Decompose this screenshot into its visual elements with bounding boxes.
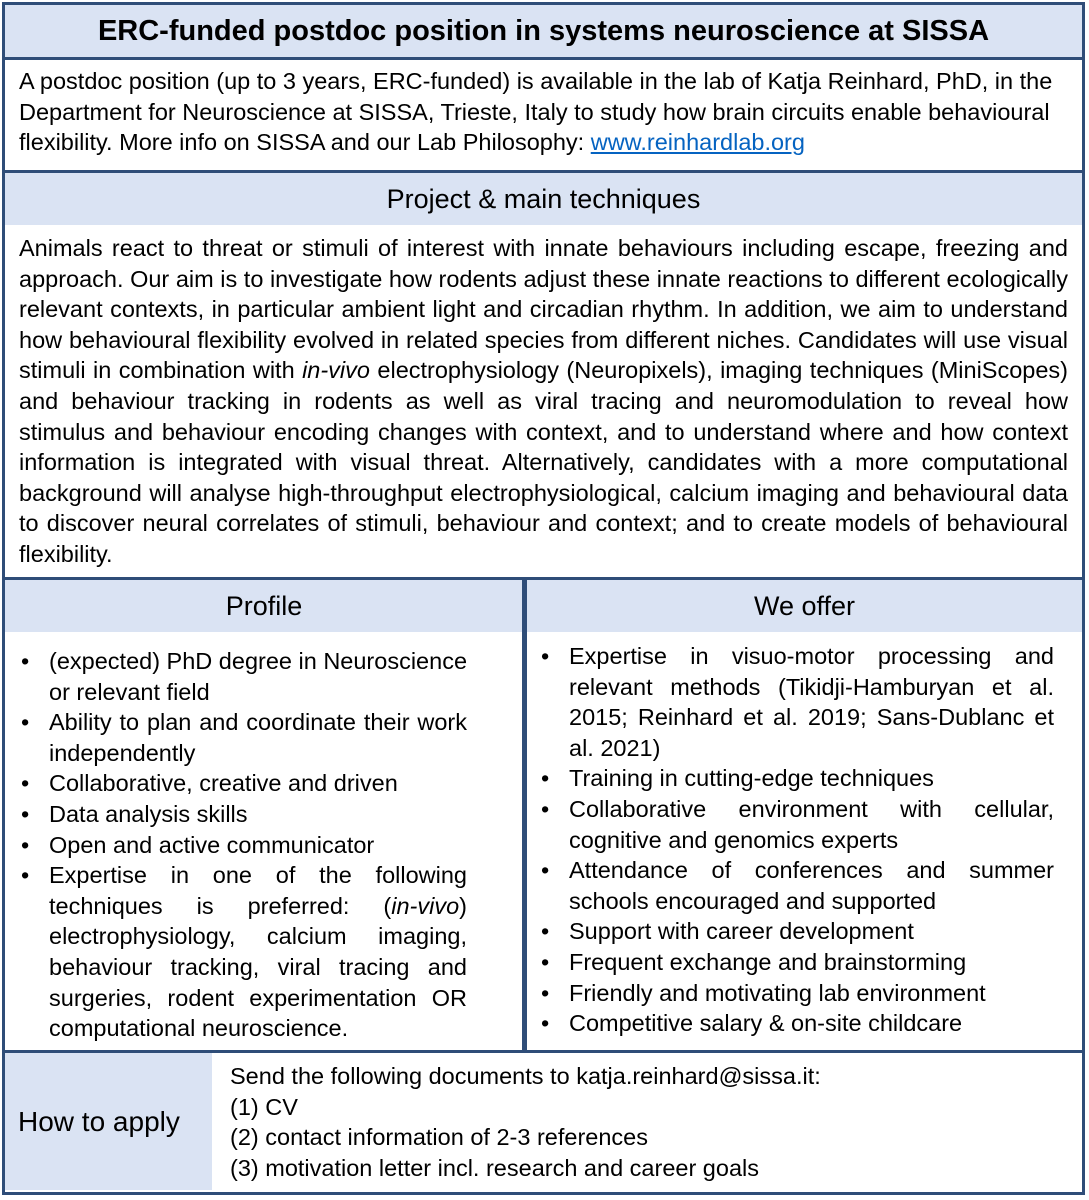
profile-heading: Profile	[5, 580, 523, 632]
offer-list-container	[527, 632, 1082, 1050]
apply-line: (3) motivation letter incl. research and career goals	[230, 1154, 759, 1181]
list-item: • Data analysis skills	[19, 799, 467, 830]
list-item-italic: in-vivo	[391, 892, 460, 919]
page-title: ERC-funded postdoc position in systems neuroscience at SISSA	[5, 5, 1082, 60]
offer-heading: We offer	[527, 580, 1082, 632]
list-item: • Competitive salary & on-site childcare	[539, 1008, 1054, 1039]
apply-heading: How to apply	[5, 1053, 212, 1190]
list-item-text-1: Expertise in one of the following techniques is preferred: (	[49, 862, 467, 919]
apply-line: (2) contact information of 2-3 references	[230, 1124, 648, 1151]
project-heading: Project & main techniques	[5, 173, 1082, 225]
project-text-2: electrophysiology (Neuropixels), imaging techniques (MiniScopes) and behaviour tracking in rodents as well as viral tracing and neuromodulation to reveal how stimulus and behaviour encoding changes with context, and to understand where and how context information is integrated with visual threat. Alternatively, candidates with a more computational background will analyse high-throughput electrophysiological, calcium imaging and behavioural data to discover neural correlates of stimuli, behaviour and context; and to create models of behavioural flexibility.	[19, 357, 1069, 567]
lab-website-link[interactable]: www.reinhardlab.org	[590, 129, 805, 155]
project-italic-term: in-vivo	[302, 357, 370, 384]
list-item	[19, 860, 467, 1044]
list-item: • Attendance of conferences and summer schools encouraged and supported	[539, 855, 1054, 916]
intro-text: A postdoc position (up to 3 years, ERC-funded) is available in the lab of Katja Reinhard, PhD, in the Department for Neuroscience at SISSA, Trieste, Italy to study how brain circuits enable behavioural flexibility. More info on SISSA and our Lab Philosophy:	[19, 68, 1053, 155]
list-item: • Support with career development	[539, 916, 1054, 947]
project-text-1: Animals react to threat or stimuli of interest with innate behaviours including escape, freezing and approach. Our aim is to investigate how rodents adjust these innate reactions to different ecologically relevant contexts, in particular ambient light and circadian rhythm. In addition, we aim to understand how behavioural flexibility evolved in related species from different niches. Candidates will use visual stimuli in combination with	[19, 235, 1068, 384]
profile-list-container	[5, 632, 523, 1050]
list-item: • Frequent exchange and brainstorming	[539, 947, 1054, 978]
list-item: • (expected) PhD degree in Neuroscience or relevant field	[19, 646, 467, 707]
list-item: • Training in cutting-edge techniques	[539, 763, 1054, 794]
apply-line: Send the following documents to katja.reinhard@sissa.it:	[230, 1063, 821, 1089]
apply-line: (1) CV	[230, 1093, 298, 1120]
list-item: • Expertise in visuo-motor processing and relevant methods (Tikidji-Hamburyan et al. 2015; Reinhard et al. 2019; Sans-Dublanc et al. 2021)	[539, 641, 1054, 763]
intro-paragraph	[5, 60, 1082, 173]
apply-instructions	[212, 1053, 1082, 1190]
list-item: • Ability to plan and coordinate their work independently	[19, 707, 467, 768]
list-item: • Collaborative environment with cellular, cognitive and genomics experts	[539, 794, 1054, 855]
list-item: • Friendly and motivating lab environment	[539, 978, 1054, 1009]
list-item-text-2: ) electrophysiology, calcium imaging, behaviour tracking, viral tracing and surgeries, rodent experimentation OR computational neuroscience.	[49, 892, 467, 1042]
project-description	[5, 225, 1082, 580]
offer-list	[539, 641, 1054, 1039]
list-item: • Open and active communicator	[19, 830, 467, 861]
list-item: • Collaborative, creative and driven	[19, 768, 467, 799]
profile-list	[19, 646, 467, 1044]
